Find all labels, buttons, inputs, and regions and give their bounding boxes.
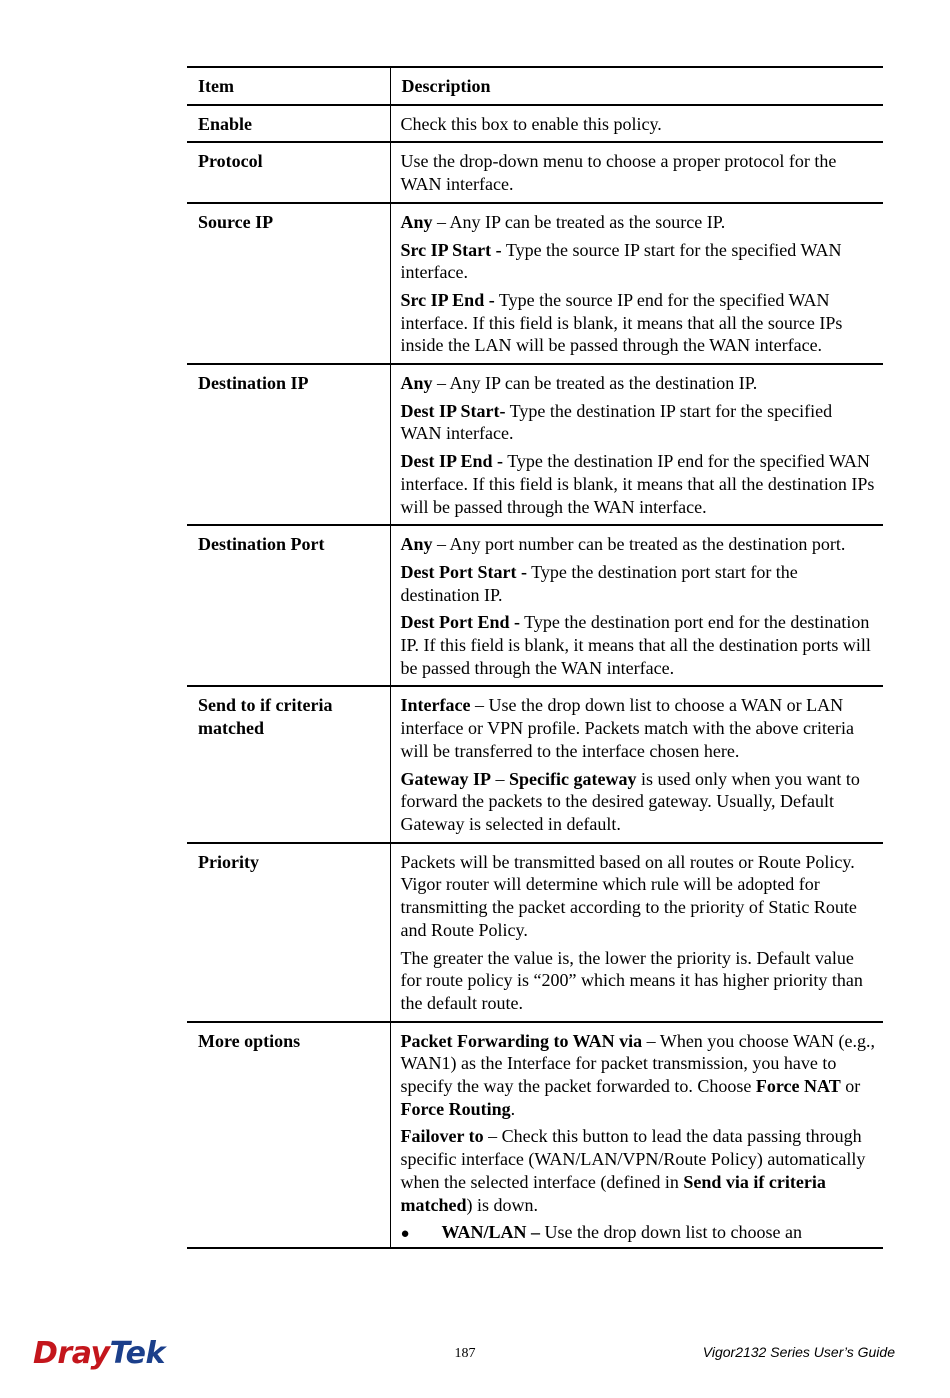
row-item: Destination Port — [187, 525, 390, 686]
bold-term: Packet Forwarding to WAN via — [400, 1030, 643, 1051]
row-item: Enable — [187, 105, 390, 143]
row-item: Send to if criteria matched — [187, 686, 390, 842]
bold-term: Specific gateway — [508, 768, 637, 789]
bold-term: Force NAT — [755, 1076, 841, 1097]
text-run: Type the source IP end for the specified WAN interface. If this field is blank, it means that all the source IPs inside the LAN will be passed through the WAN interface. — [400, 289, 843, 356]
text-run: or — [840, 1076, 861, 1097]
bold-term: WAN/LAN – — [441, 1222, 541, 1243]
description-paragraph — [401, 400, 878, 445]
row-description — [390, 105, 883, 143]
description-paragraph — [401, 611, 878, 679]
table-row — [187, 843, 883, 1022]
description-paragraph — [401, 372, 878, 395]
row-description — [390, 525, 883, 686]
table-row — [187, 686, 883, 842]
bold-term: Dest Port Start - — [400, 561, 527, 582]
text-run: Type the source IP start for the specified WAN interface. — [400, 239, 842, 283]
bold-term: Any — [400, 534, 433, 555]
bold-term: Failover to — [400, 1126, 484, 1147]
description-paragraph — [401, 113, 878, 136]
bold-term: Dest Port End - — [400, 612, 520, 633]
bold-term: Src IP Start - — [400, 239, 502, 260]
text-run: Use the drop-down menu to choose a proper protocol for the WAN interface. — [400, 151, 837, 195]
text-run: is used only when you want to forward the packets to the desired gateway. Usually, Default Gateway is selected in default. — [400, 768, 860, 834]
description-paragraph — [401, 561, 878, 606]
row-item: Protocol — [187, 142, 390, 202]
description-paragraph — [401, 851, 878, 942]
description-paragraph — [401, 533, 878, 556]
row-description — [390, 203, 883, 364]
bold-term: Interface — [400, 695, 471, 716]
text-run: Type the destination port end for the destination IP. If this field is blank, it means that all the destination ports will be passed through the WAN interface. — [400, 612, 871, 678]
text-run: – — [490, 768, 509, 789]
row-description — [390, 364, 883, 525]
text-run: – Check this button to lead the data passing through specific interface (WAN/LAN/VPN/Route Policy) automatically when the selected interface (defined in — [400, 1126, 866, 1192]
description-paragraph — [401, 211, 878, 234]
guide-title: Vigor2132 Series User’s Guide — [702, 1344, 895, 1360]
text-run: The greater the value is, the lower the priority is. Default value for route policy is “200” which means it has higher priority than the default route. — [400, 947, 863, 1013]
description-paragraph — [401, 289, 878, 357]
bullet-text — [442, 1221, 802, 1244]
bullet-dot-icon: ● — [400, 1226, 410, 1243]
row-description — [390, 1022, 883, 1248]
text-run: – Any IP can be treated as the destination IP. — [432, 373, 758, 394]
table-header-row — [187, 67, 883, 105]
page-number: 187 — [454, 1346, 476, 1361]
table-row — [187, 105, 883, 143]
table-body — [187, 105, 883, 1248]
description-paragraph — [401, 1125, 878, 1216]
table-row — [187, 1022, 883, 1248]
text-run: Type the destination IP end for the specified WAN interface. If this field is blank, it means that all the destination IPs will be passed through the WAN interface. — [400, 451, 875, 517]
text-run: Use the drop down list to choose an — [540, 1222, 802, 1243]
bold-term: Gateway IP — [400, 768, 491, 789]
description-paragraph — [401, 239, 878, 284]
header-item: Item — [187, 67, 390, 105]
logo-dray: Dray — [33, 1336, 110, 1371]
bullet-item — [401, 1221, 878, 1246]
description-paragraph — [401, 150, 878, 195]
description-table — [187, 66, 883, 1249]
row-item: More options — [187, 1022, 390, 1248]
bold-term: Dest IP End - — [400, 451, 504, 472]
bold-term: Src IP End - — [400, 289, 495, 310]
text-run: – Use the drop down list to choose a WAN or LAN interface or VPN profile. Packets match with the above criteria will be transferred to the interface chosen here. — [400, 695, 854, 761]
row-description — [390, 843, 883, 1022]
bold-term: Send via if criteria matched — [400, 1171, 826, 1215]
text-run: – Any IP can be treated as the source IP. — [432, 211, 726, 232]
table-row — [187, 203, 883, 364]
bold-term: Any — [400, 211, 433, 232]
row-item: Source IP — [187, 203, 390, 364]
description-paragraph — [401, 694, 878, 762]
table-row — [187, 364, 883, 525]
text-run: ) is down. — [466, 1194, 538, 1215]
row-item: Priority — [187, 843, 390, 1022]
row-description — [390, 142, 883, 202]
text-run: Type the destination port start for the destination IP. — [400, 561, 798, 605]
bold-term: Any — [400, 373, 433, 394]
table-row — [187, 525, 883, 686]
text-run: Type the destination IP start for the specified WAN interface. — [400, 400, 833, 444]
table-row — [187, 142, 883, 202]
description-paragraph — [401, 1030, 878, 1121]
text-run: Packets will be transmitted based on all routes or Route Policy. Vigor router will determine which rule will be adopted for transmitting the packet according to the priority of Static Route and Route Policy. — [400, 851, 857, 940]
bold-term: Dest IP Start- — [400, 400, 506, 421]
bold-term: Force Routing — [400, 1098, 511, 1119]
description-paragraph — [401, 768, 878, 836]
row-description — [390, 686, 883, 842]
text-run: Check this box to enable this policy. — [400, 113, 662, 134]
description-paragraph — [401, 947, 878, 1015]
header-description: Description — [390, 67, 883, 105]
description-paragraph — [401, 450, 878, 518]
text-run: – Any port number can be treated as the destination port. — [432, 534, 846, 555]
text-run: – When you choose WAN (e.g., WAN1) as the Interface for packet transmission, you have to specify the way the packet forwarded to. Choose — [400, 1030, 875, 1097]
row-item: Destination IP — [187, 364, 390, 525]
text-run: . — [510, 1098, 516, 1119]
logo-tek: Tek — [109, 1336, 165, 1371]
